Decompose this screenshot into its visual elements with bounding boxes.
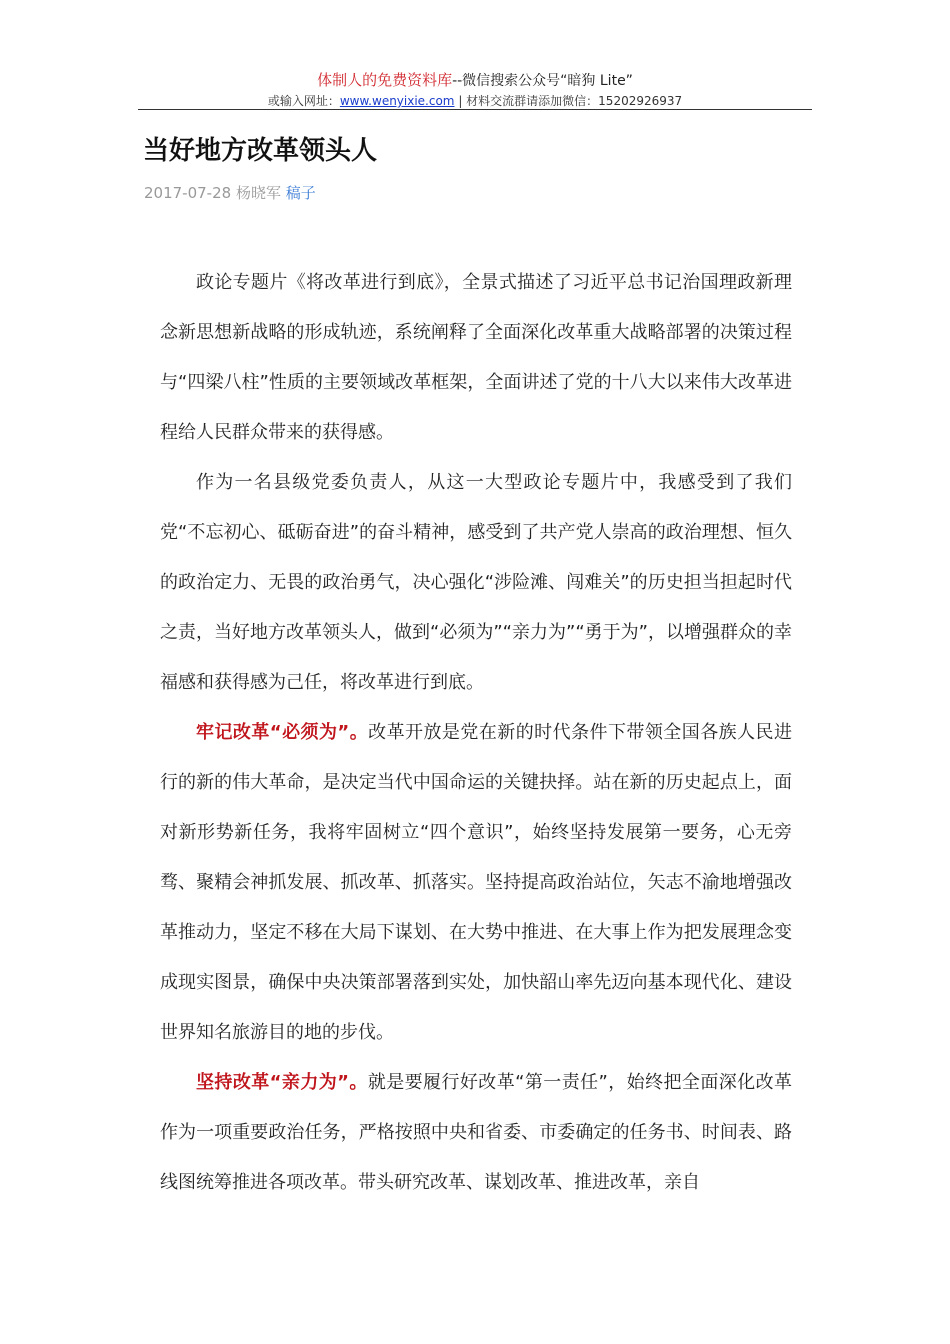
article-category-link[interactable]: 稿子 [285, 184, 316, 202]
header-promo-line [0, 70, 950, 91]
header-contact-line [0, 92, 950, 110]
article-author: 杨晓军 [235, 184, 281, 202]
paragraph [160, 258, 792, 458]
paragraph-text: 政论专题片《将改革进行到底》，全景式描述了习近平总书记治国理政新理念新思想新战略的形成轨迹，系统阐释了全面深化改革重大战略部署的决策过程与“四梁八柱”性质的主要领域改革框架，全面讲述了党的十八大以来伟大改革进程给人民群众带来的获得感。 [160, 272, 792, 443]
paragraph-lead: 牢记改革“必须为”。 [196, 722, 369, 743]
header-contact: | 材料交流群请添加微信：15202926937 [454, 94, 683, 108]
header-url-prefix: 或输入网址： [267, 94, 340, 108]
document-header [0, 70, 950, 110]
paragraph-text: 改革开放是党在新的时代条件下带领全国各族人民进行的新的伟大革命，是决定当代中国命运的关键抉择。站在新的历史起点上，面对新形势新任务，我将牢固树立“四个意识”，始终坚持发展第一要务，心无旁骛、聚精会神抓发展、抓改革、抓落实。坚持提高政治站位，矢志不渝地增强改革推动力，坚定不移在大局下谋划、在大势中推进、在大事上作为把发展理念变成现实图景，确保中央决策部署落到实处，加快韶山率先迈向基本现代化、建设世界知名旅游目的地的步伐。 [160, 722, 792, 1043]
paragraph [160, 1058, 792, 1208]
header-tagline: --微信搜索公众号“暗狗 Lite” [452, 73, 633, 89]
article-title: 当好地方改革领头人 [143, 136, 378, 166]
article-body [160, 258, 792, 1208]
paragraph [160, 708, 792, 1058]
article-date: 2017-07-28 [144, 184, 232, 202]
paragraph [160, 458, 792, 708]
header-url-link[interactable]: www.wenyixie.com [339, 94, 455, 108]
header-brand: 体制人的免费资料库 [317, 71, 453, 89]
paragraph-text: 作为一名县级党委负责人，从这一大型政论专题片中，我感受到了我们党“不忘初心、砥砺奋进”的奋斗精神，感受到了共产党人崇高的政治理想、恒久的政治定力、无畏的政治勇气，决心强化“涉险滩、闯难关”的历史担当担起时代之责，当好地方改革领头人，做到“必须为”“亲力为”“勇于为”，以增强群众的幸福感和获得感为己任，将改革进行到底。 [160, 472, 792, 693]
paragraph-text: 就是要履行好改革“第一责任”，始终把全面深化改革作为一项重要政治任务，严格按照中央和省委、市委确定的任务书、时间表、路线图统筹推进各项改革。带头研究改革、谋划改革、推进改革，亲自 [160, 1072, 792, 1193]
article-meta [144, 183, 316, 203]
header-divider [138, 109, 812, 110]
paragraph-lead: 坚持改革“亲力为”。 [196, 1072, 368, 1093]
